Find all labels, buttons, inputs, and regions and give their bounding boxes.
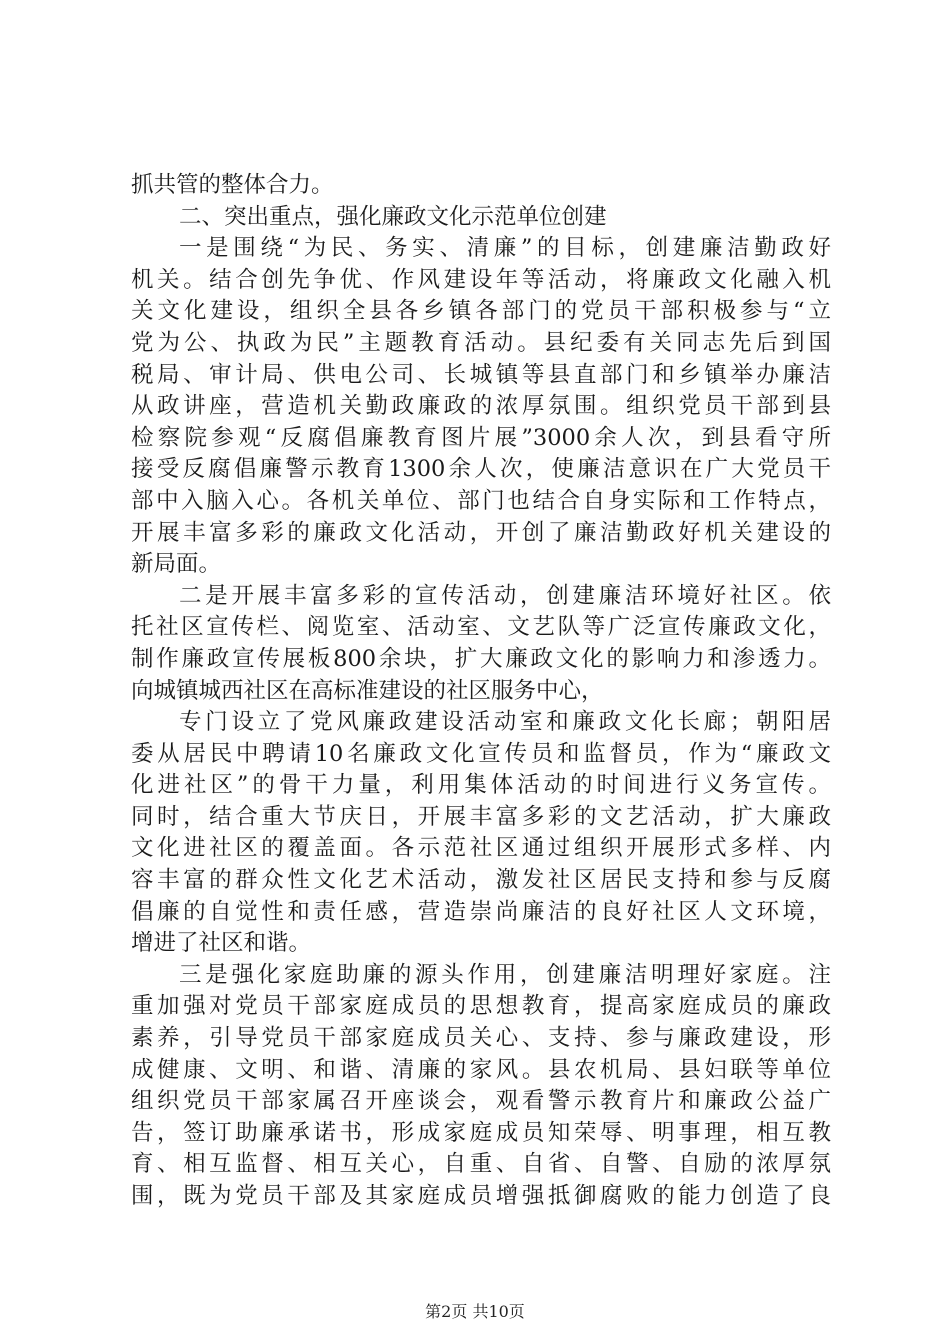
text-line: 容丰富的群众性文化艺术活动，激发社区居民支持和参与反腐 [131, 867, 831, 894]
text-line: 党为公、执政为民”主题教育活动。县纪委有关同志先后到国 [131, 329, 831, 356]
text-line: 接受反腐倡廉警示教育1300余人次，使廉洁意识在广大党员干 [131, 456, 831, 483]
text-line: 增进了社区和谐。 [131, 930, 312, 957]
text-line: 文化进社区的覆盖面。各示范社区通过组织开展形式多样、内 [131, 835, 831, 862]
text-line: 围，既为党员干部及其家庭成员增强抵御腐败的能力创造了良 [131, 1183, 831, 1209]
text-line: 机关。结合创先争优、作风建设年等活动，将廉政文化融入机 [131, 266, 831, 293]
text-line: 素养，引导党员干部家庭成员关心、支持、参与廉政建设，形 [131, 1025, 831, 1052]
text-line: 化进社区”的骨干力量，利用集体活动的时间进行义务宣传。 [131, 772, 831, 799]
text-line: 从政讲座，营造机关勤政廉政的浓厚氛围。组织党员干部到县 [131, 393, 831, 420]
text-line: 同时，结合重大节庆日，开展丰富多彩的文艺活动，扩大廉政 [131, 803, 831, 830]
text-line: 二是开展丰富多彩的宣传活动，创建廉洁环境好社区。依 [179, 582, 831, 609]
text-line: 一是围绕“为民、务实、清廉”的目标，创建廉洁勤政好 [179, 235, 831, 262]
text-line: 告，签订助廉承诺书，形成家庭成员知荣辱、明事理，相互教 [131, 1119, 831, 1146]
text-line: 倡廉的自觉性和责任感，营造崇尚廉洁的良好社区人文环境， [131, 898, 831, 925]
text-line: 二、突出重点，强化廉政文化示范单位创建 [179, 203, 607, 230]
text-line: 三是强化家庭助廉的源头作用，创建廉洁明理好家庭。注 [179, 961, 831, 988]
text-line: 关文化建设，组织全县各乡镇各部门的党员干部积极参与“立 [131, 298, 831, 325]
text-line: 托社区宣传栏、阅览室、活动室、文艺队等广泛宣传廉政文化， [131, 614, 831, 641]
page-number-footer: 第2页 共10页 [425, 1302, 525, 1321]
text-line: 开展丰富多彩的廉政文化活动，开创了廉洁勤政好机关建设的 [131, 519, 831, 546]
text-line: 向城镇城西社区在高标准建设的社区服务中心， [131, 677, 604, 704]
text-line: 抓共管的整体合力。 [131, 172, 334, 198]
text-line: 部中入脑入心。各机关单位、部门也结合自身实际和工作特点， [131, 487, 831, 514]
text-line: 重加强对党员干部家庭成员的思想教育，提高家庭成员的廉政 [131, 993, 831, 1020]
document-body [131, 170, 831, 1213]
text-line: 税局、审计局、供电公司、长城镇等县直部门和乡镇举办廉洁 [131, 361, 831, 388]
text-line: 育、相互监督、相互关心，自重、自省、自警、自励的浓厚氛 [131, 1151, 831, 1178]
text-line: 专门设立了党风廉政建设活动室和廉政文化长廊；朝阳居 [179, 709, 831, 736]
text-line: 委从居民中聘请10名廉政文化宣传员和监督员，作为“廉政文 [131, 740, 831, 767]
text-line: 成健康、文明、和谐、清廉的家风。县农机局、县妇联等单位 [131, 1056, 831, 1083]
text-line: 检察院参观“反腐倡廉教育图片展”3000余人次，到县看守所 [131, 424, 831, 451]
text-line: 制作廉政宣传展板800余块，扩大廉政文化的影响力和渗透力。 [131, 645, 831, 672]
text-line: 组织党员干部家属召开座谈会，观看警示教育片和廉政公益广 [131, 1088, 831, 1115]
text-line: 新局面。 [131, 551, 222, 578]
